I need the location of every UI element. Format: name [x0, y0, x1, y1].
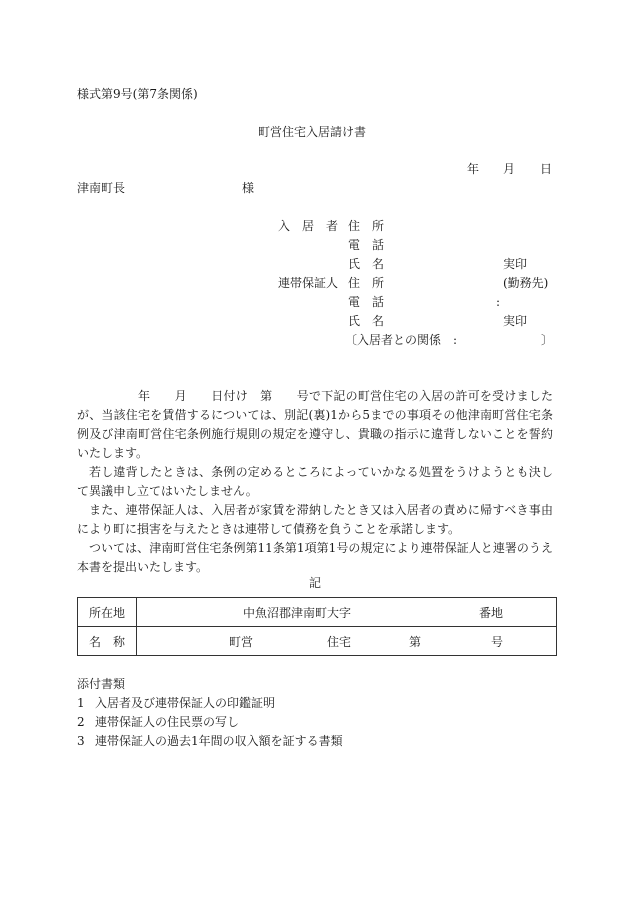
guarantor-phone-colon: :	[496, 295, 501, 309]
applicant-phone-label: 電 話	[348, 238, 385, 252]
applicant-name-label: 氏 名	[348, 257, 385, 271]
location-suffix: 番地	[479, 606, 504, 620]
addressee-name: 津南町長	[77, 181, 126, 195]
guarantor-name-label: 氏 名	[348, 314, 385, 328]
name-label: 名 称	[78, 627, 137, 656]
applicant-seal: 実印	[503, 257, 528, 271]
date-day: 日	[540, 162, 553, 176]
name-go: 号	[491, 635, 504, 649]
attachment-number: 2	[77, 715, 85, 729]
date-year: 年	[467, 162, 480, 176]
body-paragraph-4: ついては、津南町営住宅条例第11条第1項第1号の規定により連帯保証人と連署のうえ本書を提出いたします。	[77, 541, 553, 574]
name-town: 町営	[229, 635, 254, 649]
attachment-item	[77, 714, 239, 730]
form-number: 様式第9号(第7条関係)	[77, 87, 198, 101]
name-housing: 住宅	[327, 635, 352, 649]
addressee-honorific: 様	[242, 181, 255, 195]
guarantor-role: 連帯保証人	[278, 276, 339, 290]
location-value: 中魚沼郡津南町大字	[243, 606, 352, 620]
location-label: 所在地	[78, 598, 137, 627]
attachment-item	[77, 695, 275, 711]
attachment-text: 連帯保証人の住民票の写し	[95, 715, 240, 729]
guarantor-phone-label: 電 話	[348, 295, 385, 309]
body-paragraph-3: また、連帯保証人は、入居者が家賃を滞納したとき又は入居者の責めに帰すべき事由により町に損害を与えたときは連帯して債務を負うことを承諾します。	[77, 503, 553, 536]
guarantor-seal: 実印	[503, 314, 528, 328]
name-row	[78, 627, 557, 656]
location-cell	[137, 598, 557, 627]
attachment-text: 連帯保証人の過去1年間の収入額を証する書類	[95, 734, 343, 748]
attachment-item	[77, 733, 343, 749]
attachment-number: 3	[77, 734, 85, 748]
ki-label: 記	[309, 576, 322, 590]
name-dai: 第	[409, 635, 422, 649]
guarantor-workplace: (勤務先)	[503, 276, 549, 290]
attachment-text: 入居者及び連帯保証人の印鑑証明	[95, 696, 276, 710]
applicant-role: 入 居 者	[278, 219, 339, 233]
attachment-number: 1	[77, 696, 85, 710]
date-month: 月	[503, 162, 516, 176]
guarantor-relationship: 〔入居者との関係 : 〕	[345, 333, 554, 347]
guarantor-address-label: 住 所	[348, 276, 385, 290]
location-row	[78, 598, 557, 627]
document-title: 町営住宅入居請け書	[258, 125, 367, 139]
name-cell	[137, 627, 557, 656]
body-paragraph-2: 若し違背したときは、条例の定めるところによっていかなる処置をうけようとも決して異議申し立てはいたしません。	[77, 465, 553, 498]
applicant-address-label: 住 所	[348, 219, 385, 233]
housing-record-table	[77, 597, 557, 656]
body-paragraph-1: 年 月 日付け 第 号で下記の町営住宅の入居の許可を受けましたが、当該住宅を賃借するについては、別記(裏)1から5までの事項その他津南町営住宅条例及び津南町営住宅条例施行規則の規定を遵守し、貴職の指示に違背しないことを誓約いたします。	[77, 389, 553, 460]
attachments-heading: 添付書類	[77, 677, 126, 691]
